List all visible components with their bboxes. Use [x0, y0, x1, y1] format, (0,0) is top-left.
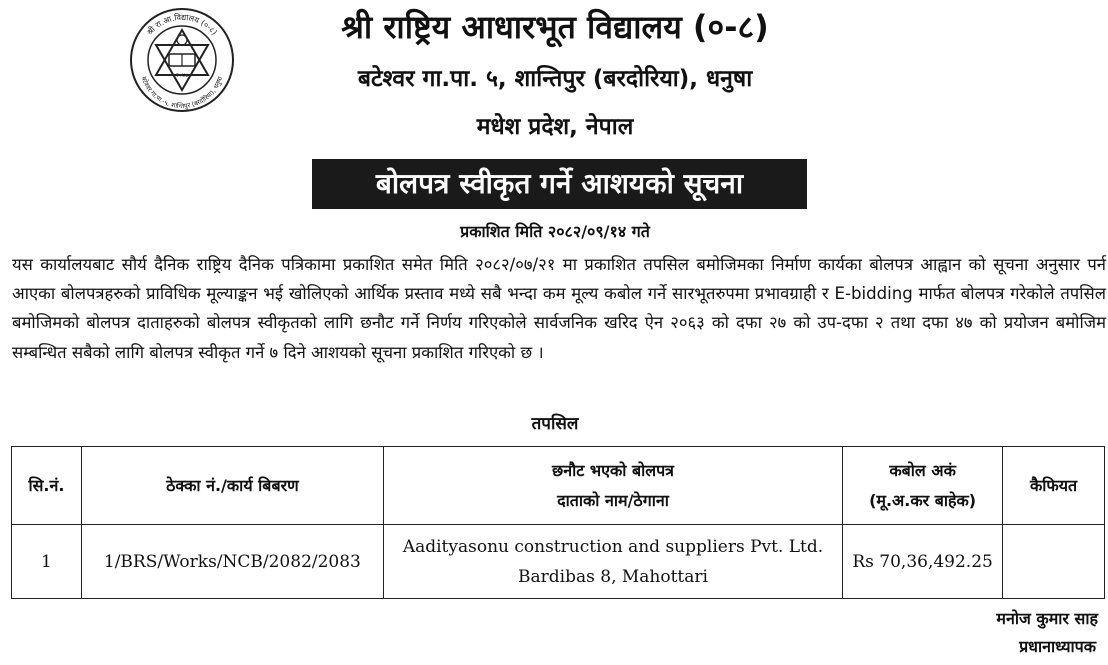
seal-emblem-icon	[128, 6, 236, 114]
col-header-contract: ठेक्का नं./कार्य बिबरण	[81, 447, 383, 525]
cell-bidder	[383, 525, 842, 599]
published-date: प्रकाशित मिति २०८२/०९/१४ गते	[460, 222, 650, 241]
bid-table	[11, 446, 1105, 599]
section-label: तपसिल	[531, 414, 579, 434]
col-header-bidder	[383, 447, 842, 525]
cell-bidder-address: Bardibas 8, Mahottari	[518, 566, 708, 587]
seal-year: २०४८	[175, 72, 189, 79]
col-header-bidder-line2: दाताको नाम/ठेगाना	[557, 490, 669, 510]
cell-amount: Rs 70,36,492.25	[843, 525, 1003, 599]
seal-text-bottom: बटेश्वर गा.पा.-५, शान्तिपुर (बरदोरिया), धनुषा	[139, 75, 225, 111]
school-seal	[128, 6, 236, 114]
col-header-sn: सि.नं.	[12, 447, 82, 525]
svg-text:बटेश्वर गा.पा.-५, शान्तिपुर (ब	[140, 75, 225, 110]
col-header-remarks: कैफियत	[1003, 447, 1105, 525]
col-header-amount	[843, 447, 1003, 525]
table-row	[12, 525, 1105, 599]
school-name: श्री राष्ट्रिय आधारभूत विद्यालय (०-८)	[341, 8, 769, 46]
cell-remarks	[1003, 525, 1105, 599]
signer-name: मनोज कुमार साह	[996, 609, 1098, 628]
cell-bidder-name: Aadityasonu construction and suppliers Pvt. Ltd.	[402, 536, 824, 557]
table-header-row	[12, 447, 1105, 525]
cell-contract: 1/BRS/Works/NCB/2082/2083	[81, 525, 383, 599]
notice-body: यस कार्यालयबाट सौर्य दैनिक राष्ट्रिय दैनिक पत्रिकामा प्रकाशित समेत मिति २०८२/०७/२१ मा प्रकाशित तपसिल बमोजिमका निर्माण कार्यका बोलपत्र आह्वान को सूचना अनुसार पर्न आएका बोलपत्रहरुको प्राविधिक मूल्याङ्कन भई खोलिएको आर्थिक प्रस्ताव मध्ये सबै भन्दा कम मूल्य कबोल गर्ने सारभूतरुपमा प्रभावग्राही र E-bidding मार्फत बोलपत्र गरेकोले तपसिल बमोजिमको बोलपत्र दाताहरुको बोलपत्र स्वीकृतको लागि छनौट गर्ने निर्णय गरिएकोले सार्वजनिक खरिद ऐन २०६३ को दफा २७ को उप-दफा २ तथा दफा ४७ को प्रयोजन बमोजिम सम्बन्धित सबैको लागि बोलपत्र स्वीकृत गर्ने ७ दिने आशयको सूचना प्रकाशित गरिएको छ ।	[12, 255, 1106, 362]
signer-title: प्रधानाध्यापक	[1019, 637, 1096, 656]
school-address: बटेश्वर गा.पा. ५, शान्तिपुर (बरदोरिया), धनुषा	[357, 66, 753, 92]
col-header-bidder-line1: छनौट भएको बोलपत्र	[551, 460, 675, 480]
cell-sn: 1	[12, 525, 82, 599]
notice-title: बोलपत्र स्वीकृत गर्ने आशयको सूचना	[312, 159, 807, 209]
seal-text-top: श्री रा.आ.विद्यालय (०-८)	[145, 12, 219, 37]
col-header-amount-line2: (मू.अ.कर बाहेक)	[869, 490, 977, 510]
school-province: मधेश प्रदेश, नेपाल	[476, 114, 634, 140]
col-header-amount-line1: कबोल अकं	[889, 460, 956, 480]
